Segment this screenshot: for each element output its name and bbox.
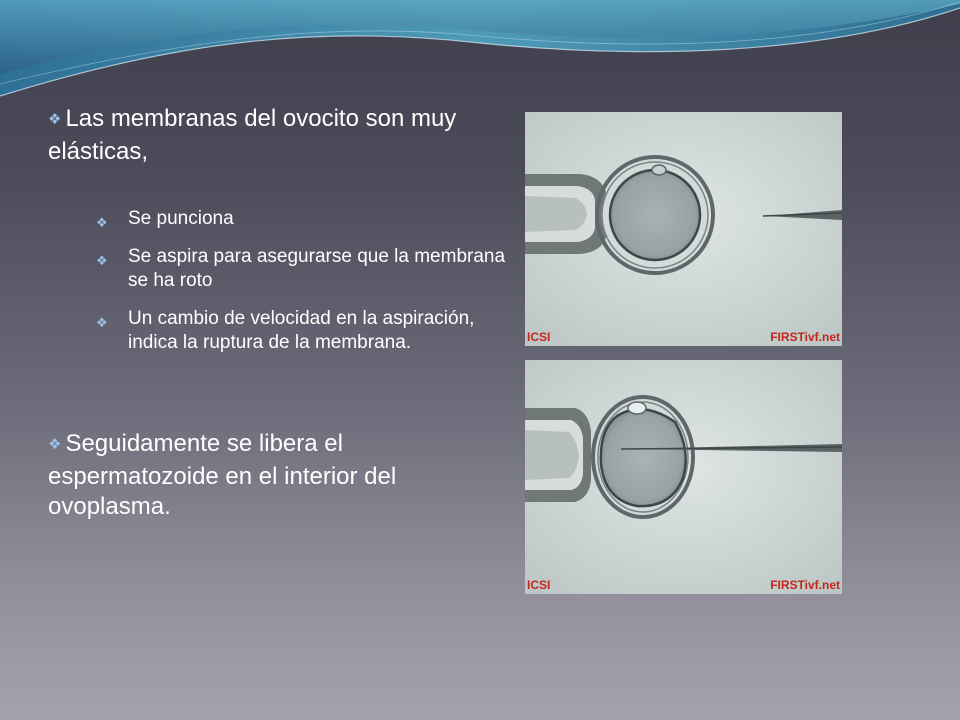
diamond-bullet-icon: ❖: [48, 436, 62, 453]
bullet-level1: [48, 429, 518, 522]
icsi-photo-needle-inserted: [525, 360, 842, 594]
photo-caption-right: FIRSTivf.net: [770, 578, 840, 592]
diamond-bullet-icon: ❖: [96, 315, 108, 330]
photo-caption-left: ICSI: [527, 578, 551, 592]
diamond-bullet-icon: ❖: [96, 215, 108, 230]
sub-bullet-text: Un cambio de velocidad en la aspiración, indica la ruptura de la membrana.: [128, 308, 475, 353]
icsi-photo-needle-approach: [525, 112, 842, 346]
sub-bullet: [96, 307, 518, 355]
sub-bullet-text: Se punciona: [128, 208, 234, 229]
bullet-level1: [48, 104, 518, 167]
bullet-list: [48, 104, 518, 562]
photo-caption-left: ICSI: [527, 330, 551, 344]
sub-bullet-text: Se aspira para asegurarse que la membrana se ha roto: [128, 246, 506, 291]
decorative-wave-header: [0, 0, 960, 110]
bullet-text: Las membranas del ovocito son muy elásticas,: [48, 105, 457, 165]
diamond-bullet-icon: ❖: [48, 111, 62, 128]
diamond-bullet-icon: ❖: [96, 253, 108, 268]
photo-caption-right: FIRSTivf.net: [770, 330, 840, 344]
sub-bullet: [96, 207, 518, 231]
sub-bullet: [96, 245, 518, 293]
bullet-text: Seguidamente se libera el espermatozoide en el interior del ovoplasma.: [48, 430, 397, 520]
